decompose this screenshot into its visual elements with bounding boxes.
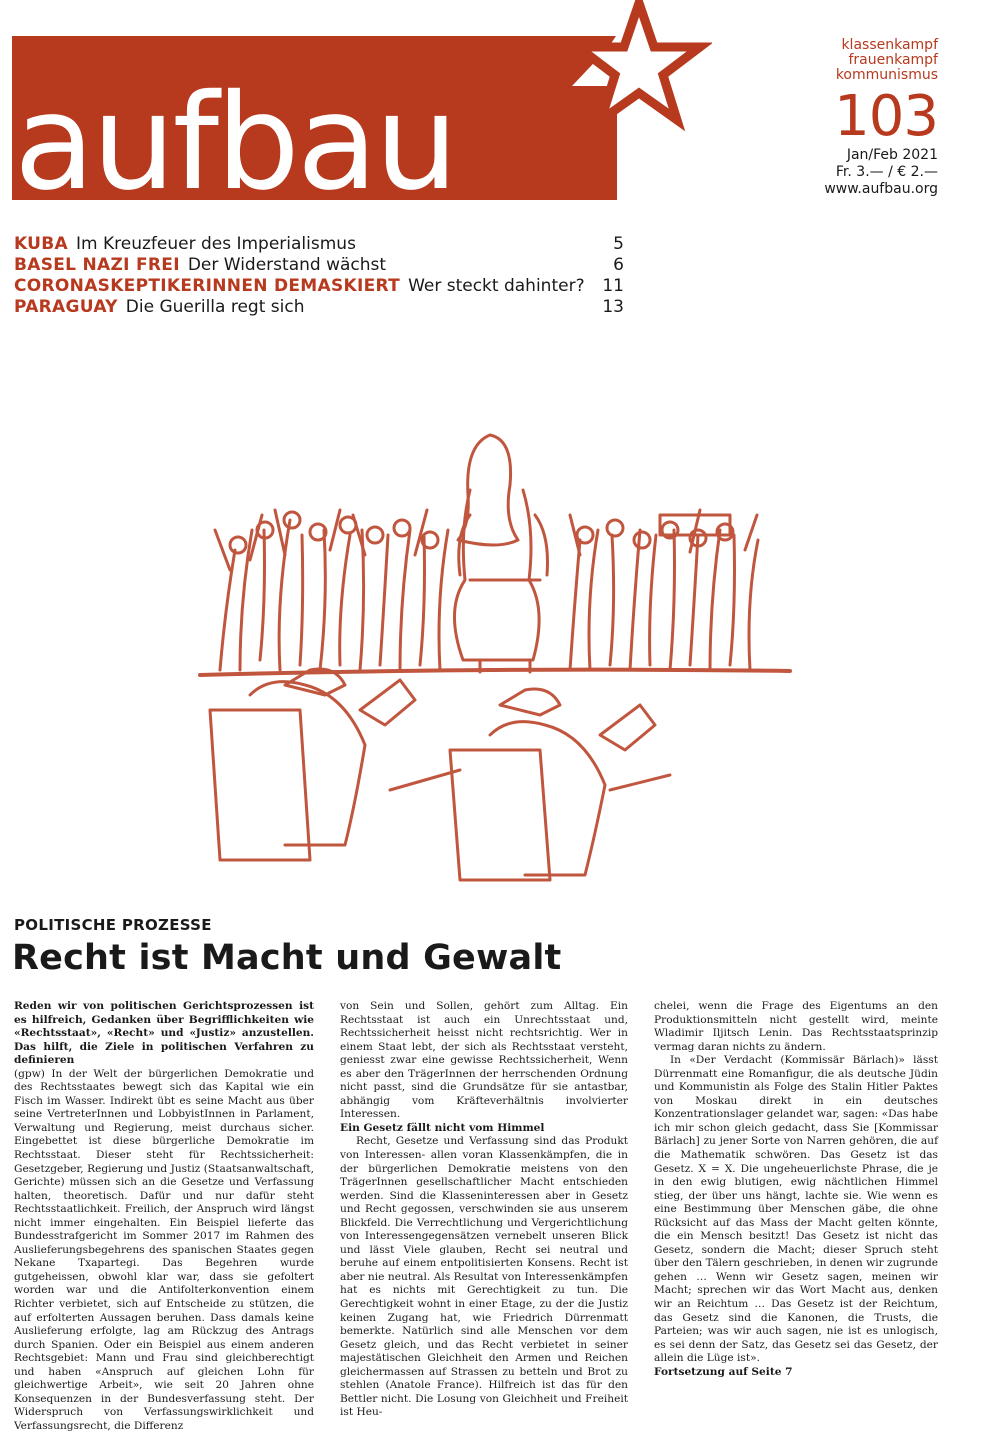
article-paragraph: von Sein und Sollen, gehört zum Alltag. Ein Rechtsstaat ist auch ein Unrechtsstaat und, Rechtssicherheit heisst nicht rechtsrichtig. Wer in einem Staat lebt, der sich als Rechtsstaat versteht, geniesst zwar eine gewisse Rechtssicherheit, Wenn es aber den TrägerInnen der herrschenden Ordnung nicht passt, sind die Grundsätze für sie antastbar, abhängig vom Kräfteverhältnis involvierter Interessen. — [340, 1000, 628, 1121]
article-column-1 — [14, 1000, 314, 1434]
toc-item[interactable] — [14, 297, 624, 318]
article-paragraph: In «Der Verdacht (Kommissär Bärlach)» lässt Dürrenmatt eine Romanfigur, die als deutsche Jüdin und Kommunistin als Folge des Stalin Hitler Paktes von Moskau direkt in ein deutsches Konzentrationslager gelandet war, sagen: «Das habe ich mir schon gleich gedacht, dass Sie [Kommissar Bärlach] zu jener Sorte von Narren gehören, die auf die Mathematik schwören. Das Gesetz ist das Gesetz. X = X. Die ungeheuerlichste Phrase, die je in den ewig blutigen, ewig nächtlichen Himmel stieg, der über uns hängt, lachte sie. Wie wenn es eine Bestimmung über Menschen gäbe, die ohne Rücksicht auf das Mass der Macht gelten könnte, die ein Mensch besitzt! Das Gesetz ist nicht das Gesetz, sondern die Macht; dieser Spruch steht über den Tälern geschrieben, in denen wir zugrunde gehen … Wenn wir Gesetz sagen, meinen wir Macht; sprechen wir das Wort Macht aus, denken wir an Reichtum … Das Gesetz ist der Reichtum, das Gesetz sind die Kanonen, die Trusts, die Parteien; was wir auch sagen, nie ist es unlogisch, es sei denn der Satz, das Gesetz sei das Gesetz, der allein die Lüge ist». — [654, 1054, 938, 1365]
tagline-3: kommunismus — [835, 67, 938, 83]
article-kicker: POLITISCHE PROZESSE — [14, 916, 212, 934]
issue-date: Jan/Feb 2021 — [846, 147, 938, 163]
article-paragraph: chelei, wenn die Frage des Eigentums an den Produktionsmitteln nicht gestellt wird, meinte Wladimir Iljitsch Lenin. Das Rechtsstaatsprinzip vermag daran nichts zu ändern. — [654, 1000, 938, 1053]
toc-title: Der Widerstand wächst — [187, 255, 387, 275]
article-paragraph: (gpw) In der Welt der bürgerlichen Demokratie und des Rechtsstaates bewegt sich das Kapital wie ein Fisch im Wasser. Indirekt übt es seine Macht aus über seine VertreterInnen und LobbyistInnen in Parlament, Verwaltung und Regierung, meist durchaus sicher. Eingebettet ist diese bürgerliche Demokratie im Rechtsstaat. Dieser steht für Rechtssicherheit: Gesetzgeber, Regierung und Justiz (Staatsanwaltschaft, Gerichte) müssen sich an die Gesetze und Verfassung halten, theoretisch. Dafür und nur dafür steht Rechtsstaatlichkeit. Freilich, der Anspruch wird längst nicht immer eingehalten. Ein Beispiel lieferte das Bundesstrafgericht im Sommer 2017 im Rahmen des Auslieferungsbegehrens des spanischen Staates gegen Nekane Txapartegi. Das Begehren wurde gutgeheissen, obwohl klar war, dass sie gefoltert worden war und die Antifolterkonvention einem Richter verbietet, sich auf Entscheide zu stützen, die auf erfolterten Aussagen beruhen. Dass damals keine Auslieferung erfolgte, lag am Rückzug des Antrags durch Spanien. Oder ein Beispiel aus einem anderen Rechtsgebiet: Mann und Frau sind gleichberechtigt und haben «Anspruch auf gleichen Lohn für gleichwertige Arbeit», wie seit 20 Jahren ohne Konsequenzen in der Bundesverfassung steht. Der Widerspruch von Verfassungswirklichkeit und Verfassungsrecht, die Differenz — [14, 1067, 314, 1432]
toc-topic: BASEL NAZI FREI — [14, 255, 180, 275]
cover-illustration — [190, 340, 800, 900]
toc-title: Im Kreuzfeuer des Imperialismus — [76, 234, 356, 254]
article-column-2 — [340, 1000, 628, 1420]
tagline-1: klassenkampf — [841, 37, 938, 53]
toc-title: Wer steckt dahinter? — [408, 276, 585, 296]
article-paragraph: Recht, Gesetze und Verfassung sind das Produkt von Interessen- allen voran Klassenkämpfen, die in der bürgerlichen Demokratie meistens von den TrägerInnen gesellschaftlicher Macht entschieden werden. Sind die Klasseninteressen aber in Gesetz und Recht gegossen, verschwinden sie aus unserem Blickfeld. Die Verrechtlichung und Vergerichtlichung von Interessengegensätzen vernebelt unseren Blick und lässt Viele glauben, Recht sei neutral und beruhe auf einem entpolitisierten Konsens. Recht ist aber nie neutral. Als Resultat von Interessenkämpfen hat es nichts mit Gerechtigkeit zu tun. Die Gerechtigkeit wohnt in einer Etage, zu der die Justiz keinen Zugang hat, wie Friedrich Dürrenmatt bemerkte. Natürlich sind alle Menschen vor dem Gesetz gleich, und das Recht verbietet in seiner majestätischen Gleichheit den Armen und Reichen gleichermassen auf Strassen zu betteln und Brot zu stehlen (Anatole France). Hilfreich ist das für den Bettler nicht. Die Losung von Gleichheit und Freiheit ist Heu- — [340, 1135, 628, 1419]
toc-page: 5 — [613, 234, 624, 254]
toc-page: 13 — [602, 297, 624, 317]
issue-meta — [824, 38, 938, 198]
toc-item[interactable] — [14, 276, 624, 297]
aufbau-logo — [12, 0, 712, 210]
article-column-3 — [654, 1000, 938, 1379]
toc-topic: KUBA — [14, 234, 68, 254]
website-link[interactable]: www.aufbau.org — [824, 181, 938, 197]
toc-item[interactable] — [14, 255, 624, 276]
toc-item[interactable] — [14, 234, 624, 255]
toc-page: 6 — [613, 255, 624, 275]
toc-topic: PARAGUAY — [14, 297, 118, 317]
article-headline: Recht ist Macht und Gewalt — [12, 938, 562, 978]
tagline-2: frauenkampf — [848, 52, 938, 68]
article-lede: Reden wir von politischen Gerichtsprozessen ist es hilfreich, Gedanken über Begrifflichkeiten wie «Rechtsstaat», «Recht» und «Justiz» anzustellen. Das hilft, die Ziele in politischen Verfahren zu definieren — [14, 1000, 314, 1067]
table-of-contents — [14, 234, 624, 318]
article-subhead: Ein Gesetz fällt nicht vom Himmel — [340, 1121, 545, 1134]
issue-price: Fr. 3.— / € 2.— — [835, 164, 938, 180]
logo-text: aufbau — [14, 66, 456, 210]
toc-page: 11 — [602, 276, 624, 296]
courtroom-drawing-icon — [190, 340, 800, 900]
toc-title: Die Guerilla regt sich — [125, 297, 305, 317]
toc-topic: CORONASKEPTIKERINNEN DEMASKIERT — [14, 276, 401, 296]
issue-number: 103 — [834, 84, 938, 149]
continuation-note[interactable]: Fortsetzung auf Seite 7 — [654, 1365, 793, 1378]
